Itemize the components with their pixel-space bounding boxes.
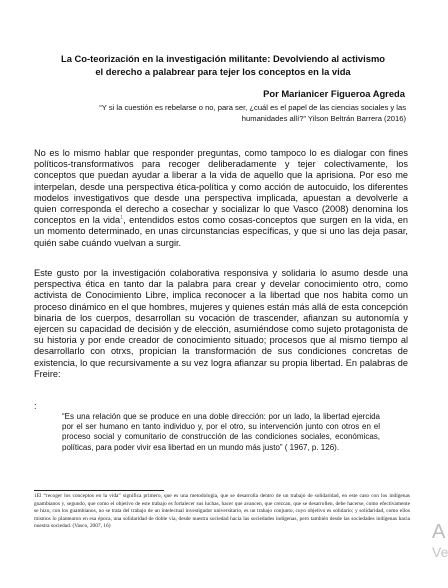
paragraph-2-text: Este gusto por la investigación colaborativa responsiva y solidaria lo asumo desde una perspectiva ética en tanto dar la palabra para crear y develar conocimiento otro, como activista de Conocimiento Libre, implica reconocer a la libertad que nos habita como un proceso dinámico en el que hombres, mujeres y quienes están más allá de esta concepción binaria de los cuerpos, desarrollan su vocación de trascender, afianzan su autonomía y ejercen su capacidad de decisión y de elección, asumiéndose como sujeto protagonista de su historia y por ende creador de conocimiento situado; procesos que al mismo tiempo al desarrollarlo con otrxs, propician la transformación de sus condiciones concretas de existencia, lo que recursivamente a su vez logra afianzar su propia <box>34 268 408 368</box>
footnote-divider <box>34 490 164 491</box>
activation-watermark-sub: Ve <box>432 544 448 560</box>
epigraph-line-1: “Y si la cuestión es rebelarse o no, para ser, ¿cuál es el papel de las ciencias sociales y las <box>99 103 406 112</box>
author-name: Por Marianicer Figueroa Agreda <box>263 88 405 99</box>
title-line-1: La Co-teorización en la investigación militante: Devolviendo al activismo <box>60 53 386 64</box>
epigraph <box>50 103 406 124</box>
paragraph-2 <box>34 268 408 380</box>
paragraph-1-text-continued: , entendidos estos como cosas-conceptos que surgen en la vida, en un momento determinado, en unas circunstancias específicas, y que si uno las deja pasar, quién sabe cuándo vuelvan a surgir. <box>34 215 408 248</box>
title-line-2: el derecho a palabrear para tejer los conceptos en la vida <box>95 66 351 77</box>
stray-colon: : <box>34 401 37 411</box>
footnote-text: 1El “recoger los conceptos en la vida” significa primero, que es una metodología, que se desarrolla dentro de un trabajo de solidaridad, en este caso con los indígenas guambianos y, segundo, que como el objetivo de este trabajo es fortalecer sus luchas, hacer que avancen, que crezcan, que se desarrollen, debe hacerse, como efectivamente se hizo, con los guambianos, no se trata del trabajo de un intelectual investigador universitario, es un trabajo conjunto, cuyo objetivo es solidario; y solidaridad, como ellos mismos lo plantearon en esa época, una solidaridad de doble vía, desde nuestra sociedad hacia las sociedades indígenas, pero también desde las sociedades indígenas hacia nuestra sociedad. (Vasco, 2007, 16) <box>34 493 410 530</box>
paragraph-1-text: No es lo mismo hablar que responder preguntas, como tampoco lo es dialogar con fines políticos-transformativos para recoger deliberadamente y tejer colectivamente, los conceptos que puedan ayudar a liberar a la vida de aquello que la aprisiona. Por eso me interpelan, desde una perspectiva ética-política y como acción de autocuido, los diferentes modelos investigativos que desde una perspectiva implicada, apuestan a devolverle a quien corresponda el derecho a cosechar y socializar lo que Vasco (2008) denomina los conceptos en la vida <box>34 148 408 226</box>
document-title <box>40 52 406 78</box>
epigraph-line-2: humanidades allí?” Yilson Beltrán Barrera (2016) <box>241 113 406 123</box>
footnote-reference[interactable]: 1 <box>120 215 124 222</box>
paragraph-1 <box>34 148 408 249</box>
block-quote: “Es una relación que se produce en una doble dirección: por un lado, la libertad ejercida por el ser humano en tanto individuo y, por el otro, su intervención junto con otros en el proceso social y comunitario de construcción de las condiciones sociales, económicas, políticas, para poder vivir esa libertad en un mundo más justo” ( 1967, p. 126). <box>62 412 380 452</box>
activation-watermark: A <box>432 521 446 543</box>
paragraph-2-last-line-text: libertad. En palabras de Freire: <box>34 357 408 379</box>
